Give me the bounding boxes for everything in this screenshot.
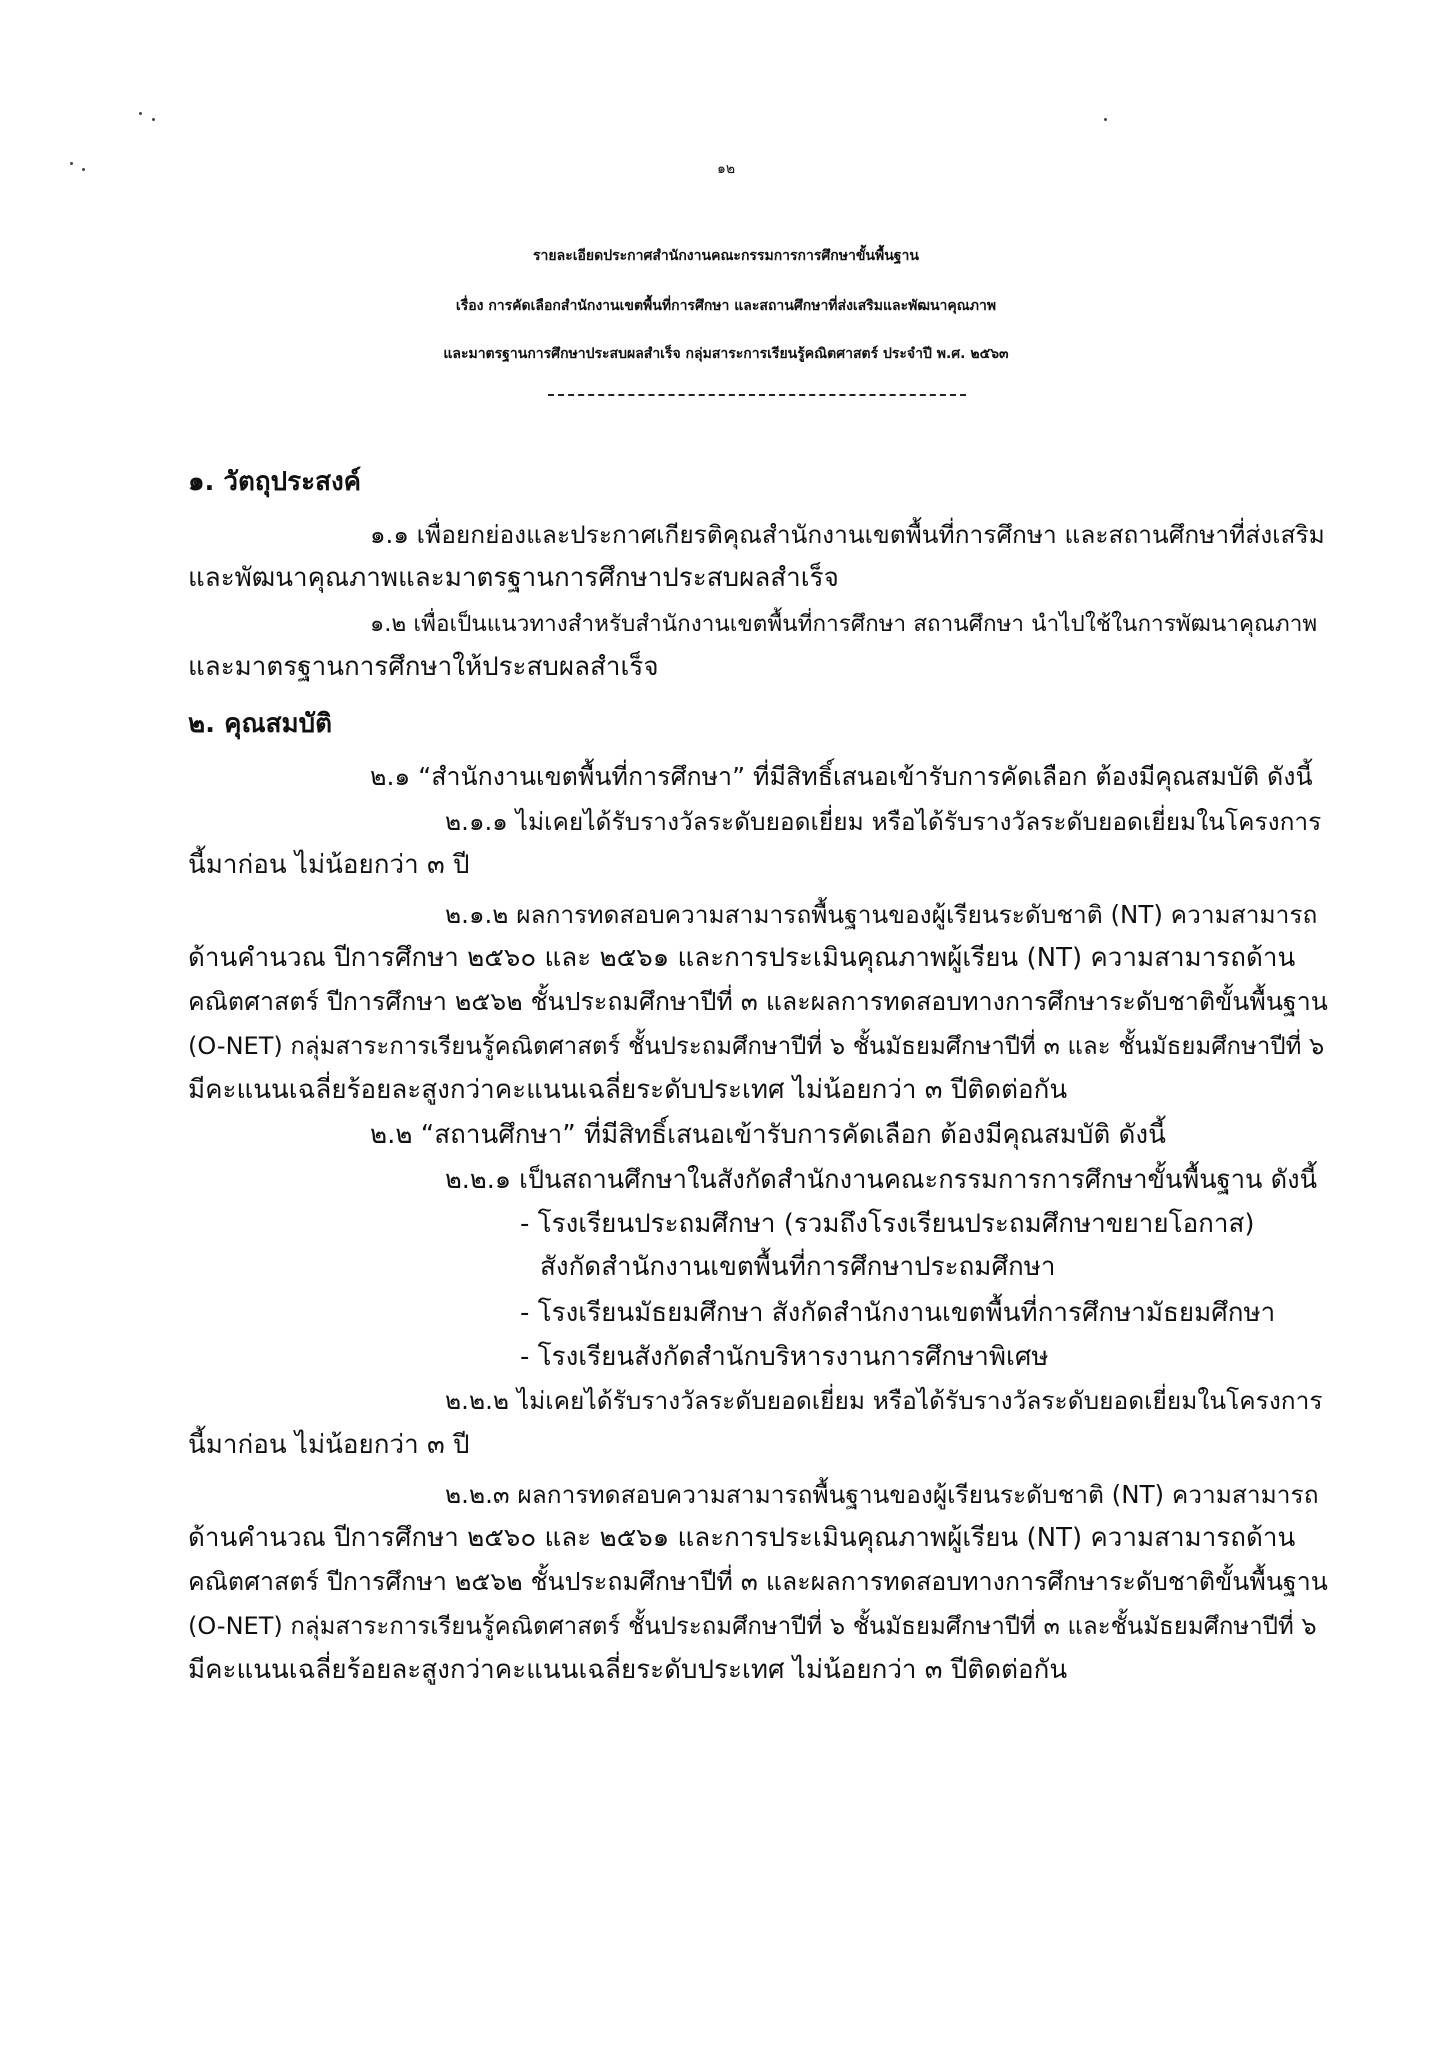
page-number: ๑๒ [716, 161, 736, 177]
section-2-line: มีคะแนนเฉลี่ยร้อยละสูงกว่าคะแนนเฉลี่ยระดับประเทศ ไม่น้อยกว่า ๓ ปีติดต่อกัน [188, 1075, 1068, 1105]
scan-speck [152, 118, 155, 121]
section-2-line: (O-NET) กลุ่มสาระการเรียนรู้คณิตศาสตร์ ชั้นประถมศึกษาปีที่ ๖ ชั้นมัธยมศึกษาปีที่ ๓ และ ชั้นมัธยมศึกษาปีที่ ๖ [188, 1032, 1325, 1060]
section-2-line: สังกัดสำนักงานเขตพื้นที่การศึกษาประถมศึกษา [540, 1252, 1056, 1282]
section-2-line: ๒.๒.๓ ผลการทดสอบความสามารถพื้นฐานของผู้เรียนระดับชาติ (NT) ความสามารถ [445, 1480, 1319, 1509]
section-1-heading: ๑. วัตถุประสงค์ [188, 467, 362, 497]
section-2-line: นี้มาก่อน ไม่น้อยกว่า ๓ ปี [188, 1430, 470, 1460]
section-2-line: ๒.๒ “สถานศึกษา” ที่มีสิทธิ์เสนอเข้ารับการคัดเลือก ต้องมีคุณสมบัติ ดังนี้ [370, 1120, 1166, 1150]
section-1-line: ๑.๑ เพื่อยกย่องและประกาศเกียรติคุณสำนักงานเขตพื้นที่การศึกษา และสถานศึกษาที่ส่งเสริม [370, 520, 1325, 549]
section-2-line: ๒.๑.๒ ผลการทดสอบความสามารถพื้นฐานของผู้เรียนระดับชาติ (NT) ความสามารถ [445, 900, 1318, 929]
section-2-line: คณิตศาสตร์ ปีการศึกษา ๒๕๖๒ ชั้นประถมศึกษาปีที่ ๓ และผลการทดสอบทางการศึกษาระดับชาติขั้นพื้นฐาน [188, 1567, 1328, 1596]
section-2-line: (O-NET) กลุ่มสาระการเรียนรู้คณิตศาสตร์ ชั้นประถมศึกษาปีที่ ๖ ชั้นมัธยมศึกษาปีที่ ๓ และชั้นมัธยมศึกษาปีที่ ๖ [188, 1612, 1317, 1640]
section-2-line: ๒.๒.๒ ไม่เคยได้รับรางวัลระดับยอดเยี่ยม หรือได้รับรางวัลระดับยอดเยี่ยมในโครงการ [445, 1386, 1323, 1415]
section-2-line: คณิตศาสตร์ ปีการศึกษา ๒๕๖๒ ชั้นประถมศึกษาปีที่ ๓ และผลการทดสอบทางการศึกษาระดับชาติขั้นพื้นฐาน [188, 987, 1328, 1016]
scan-speck [1104, 118, 1107, 121]
section-1-line: ๑.๒ เพื่อเป็นแนวทางสำหรับสำนักงานเขตพื้นที่การศึกษา สถานศึกษา นำไปใช้ในการพัฒนาคุณภาพ [370, 611, 1318, 637]
section-2-line: ด้านคำนวณ ปีการศึกษา ๒๕๖๐ และ ๒๕๖๑ และการประเมินคุณภาพผู้เรียน (NT) ความสามารถด้าน [188, 943, 1296, 973]
section-2-line: ๒.๑ “สำนักงานเขตพื้นที่การศึกษา” ที่มีสิทธิ์เสนอเข้ารับการคัดเลือก ต้องมีคุณสมบัติ ดังนี้ [370, 762, 1313, 791]
section-2-heading: ๒. คุณสมบัติ [188, 709, 332, 739]
section-2-line: - โรงเรียนประถมศึกษา (รวมถึงโรงเรียนประถมศึกษาขยายโอกาส) [520, 1209, 1255, 1239]
document-title-line-3: และมาตรฐานการศึกษาประสบผลสำเร็จ กลุ่มสาระการเรียนรู้คณิตศาสตร์ ประจำปี พ.ศ. ๒๕๖๓ [443, 346, 1009, 362]
section-2-line: ด้านคำนวณ ปีการศึกษา ๒๕๖๐ และ ๒๕๖๑ และการประเมินคุณภาพผู้เรียน (NT) ความสามารถด้าน [188, 1523, 1296, 1553]
section-2-line: นี้มาก่อน ไม่น้อยกว่า ๓ ปี [188, 850, 470, 880]
section-2-line: - โรงเรียนมัธยมศึกษา สังกัดสำนักงานเขตพื้นที่การศึกษามัธยมศึกษา [520, 1298, 1276, 1328]
section-1-line: และพัฒนาคุณภาพและมาตรฐานการศึกษาประสบผลสำเร็จ [188, 563, 839, 593]
document-title-line-1: รายละเอียดประกาศสำนักงานคณะกรรมการการศึกษาขั้นพื้นฐาน [533, 248, 919, 264]
section-2-line: มีคะแนนเฉลี่ยร้อยละสูงกว่าคะแนนเฉลี่ยระดับประเทศ ไม่น้อยกว่า ๓ ปีติดต่อกัน [188, 1655, 1068, 1685]
document-title-line-2: เรื่อง การคัดเลือกสำนักงานเขตพื้นที่การศึกษา และสถานศึกษาที่ส่งเสริมและพัฒนาคุณภาพ [455, 298, 997, 314]
section-2-line: ๒.๑.๑ ไม่เคยได้รับรางวัลระดับยอดเยี่ยม หรือได้รับรางวัลระดับยอดเยี่ยมในโครงการ [445, 807, 1322, 836]
section-2-line: - โรงเรียนสังกัดสำนักบริหารงานการศึกษาพิเศษ [520, 1342, 1049, 1372]
scan-speck [139, 112, 142, 115]
section-1-line: และมาตรฐานการศึกษาให้ประสบผลสำเร็จ [188, 652, 659, 682]
section-2-line: ๒.๒.๑ เป็นสถานศึกษาในสังกัดสำนักงานคณะกรรมการการศึกษาขั้นพื้นฐาน ดังนี้ [445, 1165, 1318, 1195]
title-divider [548, 394, 966, 396]
